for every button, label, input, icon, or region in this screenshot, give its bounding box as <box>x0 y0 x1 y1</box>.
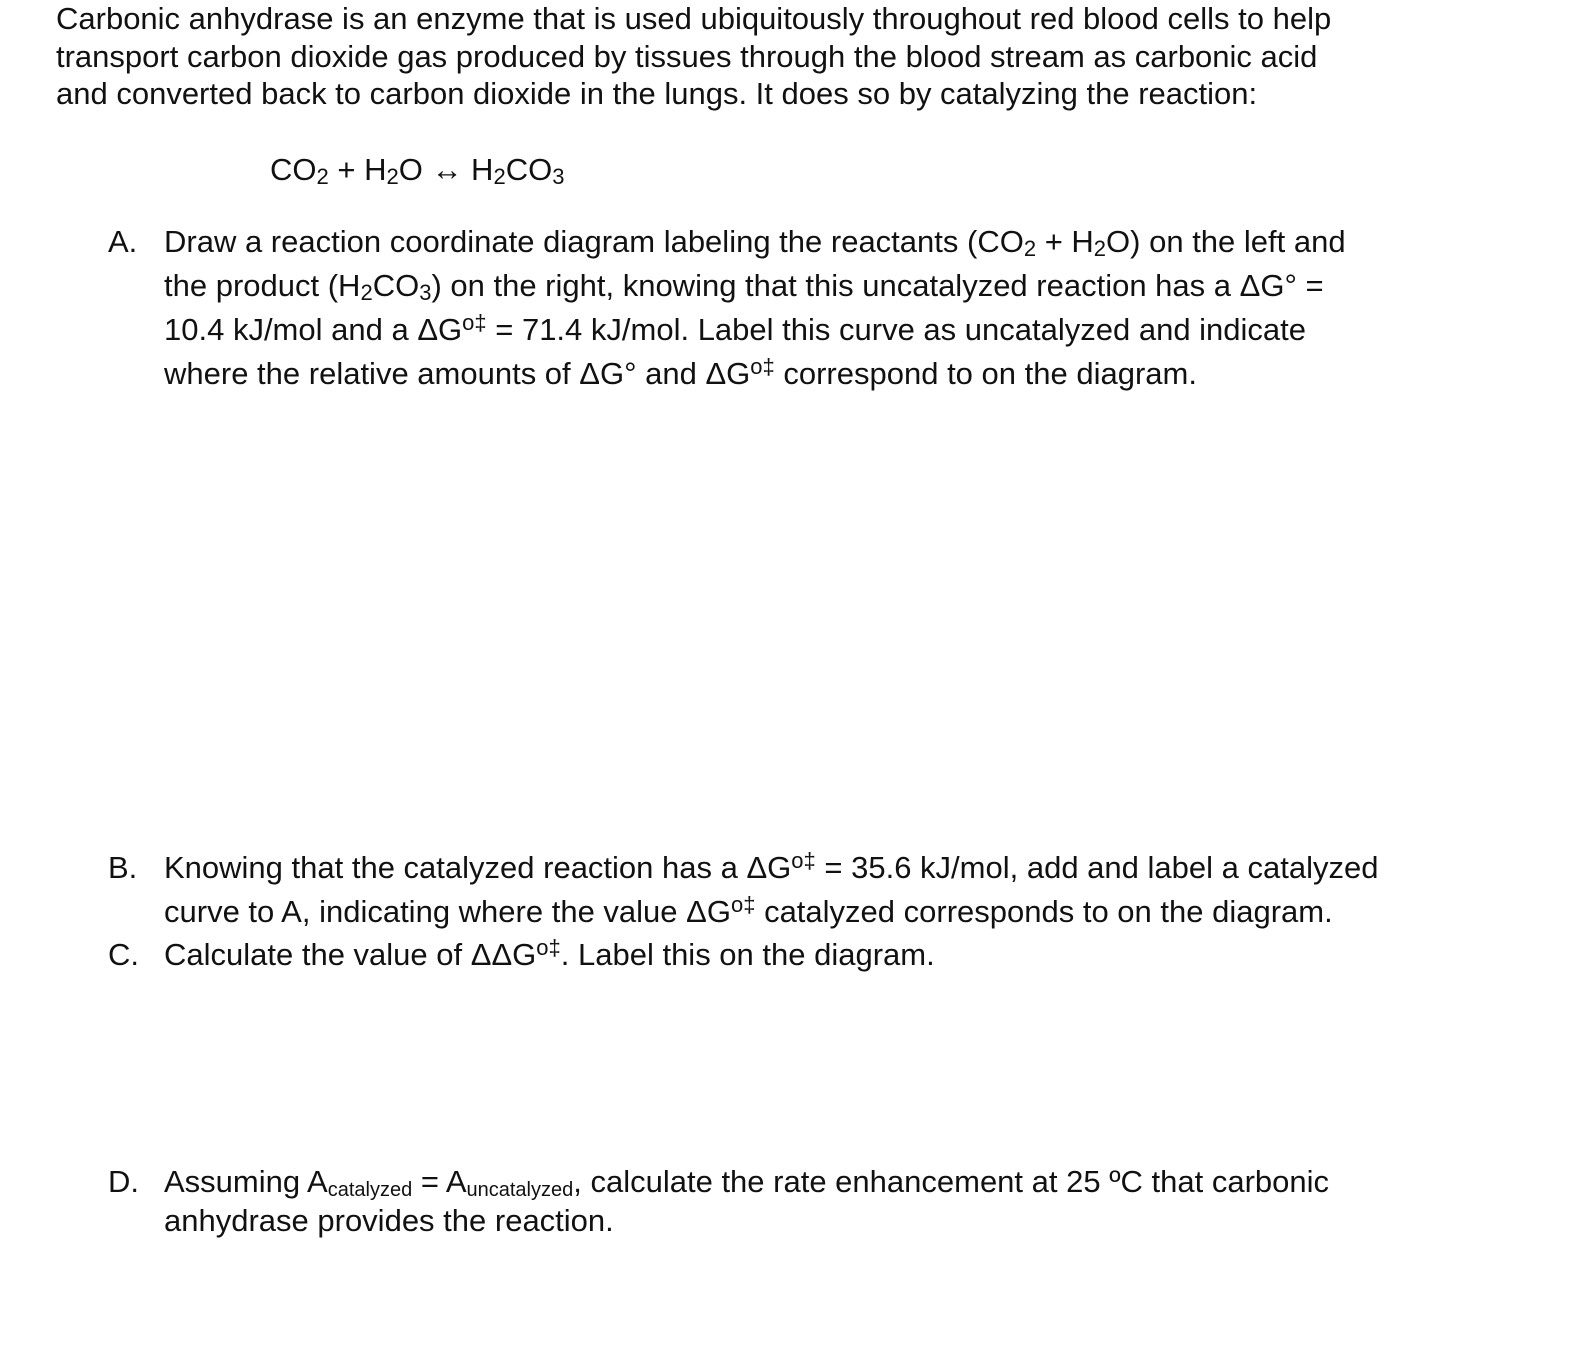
text-run: ) on the right, knowing that this uncatalyzed reaction has a ΔG° = <box>431 268 1324 303</box>
question-a-line-2 <box>164 268 1346 312</box>
question-c-text <box>164 937 935 981</box>
reaction-equation <box>270 152 564 188</box>
question-a-text <box>164 224 1346 400</box>
text-run: Calculate the value of ΔΔG <box>164 937 537 972</box>
eq-co2-text: CO <box>270 152 317 187</box>
text-run: where the relative amounts of ΔG° and ΔG <box>164 356 751 391</box>
question-d-line-1 <box>164 1164 1329 1203</box>
intro-line-3: and converted back to carbon dioxide in the lungs. It does so by catalyzing the reaction: <box>56 76 1258 111</box>
superscript: o‡ <box>791 848 816 873</box>
text-run: Draw a reaction coordinate diagram labeling the reactants (CO <box>164 224 1024 259</box>
eq-o-arrow-h: O ↔ H <box>398 152 494 187</box>
question-a-line-4 <box>164 356 1346 400</box>
eq-subscript: 3 <box>552 164 565 189</box>
intro-line-1: Carbonic anhydrase is an enzyme that is used ubiquitously throughout red blood cells to help <box>56 1 1332 36</box>
eq-subscript: 2 <box>316 164 329 189</box>
subscript: 3 <box>419 280 432 305</box>
question-d-text <box>164 1164 1329 1242</box>
text-run: + H <box>1036 224 1094 259</box>
question-b-letter: B. <box>108 850 138 885</box>
text-run: the product (H <box>164 268 361 303</box>
answer-space-c <box>56 990 1496 1150</box>
subscript: catalyzed <box>327 1179 413 1201</box>
question-d-line-2: anhydrase provides the reaction. <box>164 1203 614 1238</box>
text-run: . Label this on the diagram. <box>560 937 935 972</box>
question-a-line-1 <box>164 224 1346 268</box>
superscript: o‡ <box>730 892 756 917</box>
question-c-line-1 <box>164 937 935 981</box>
superscript: o‡ <box>536 935 561 960</box>
intro-paragraph <box>56 0 1496 113</box>
subscript: uncatalyzed <box>466 1179 574 1201</box>
eq-subscript: 2 <box>386 164 399 189</box>
question-a-letter: A. <box>108 224 138 259</box>
text-run: , calculate the rate enhancement at 25 ºC that carbonic <box>573 1164 1330 1199</box>
subscript: 2 <box>360 280 373 305</box>
text-run: Knowing that the catalyzed reaction has a ΔG <box>164 850 792 885</box>
text-run: = 71.4 kJ/mol. Label this curve as uncatalyzed and indicate <box>486 312 1307 347</box>
text-run: = 35.6 kJ/mol, add and label a catalyzed <box>815 850 1379 885</box>
text-run: curve to A, indicating where the value ΔG <box>164 894 731 929</box>
subscript: 2 <box>1093 236 1107 261</box>
question-a-line-3 <box>164 312 1346 356</box>
question-b-text <box>164 850 1378 938</box>
eq-co3-text: CO <box>505 152 553 187</box>
text-run: = A <box>412 1164 467 1199</box>
superscript: o‡ <box>462 310 487 335</box>
text-run: correspond to on the diagram. <box>774 356 1197 391</box>
question-c-letter: C. <box>108 937 139 972</box>
superscript: o‡ <box>750 354 775 379</box>
text-run: catalyzed corresponds to on the diagram. <box>755 894 1333 929</box>
eq-subscript: 2 <box>493 164 506 189</box>
text-run: 10.4 kJ/mol and a ΔG <box>164 312 463 347</box>
text-run: Assuming A <box>164 1164 328 1199</box>
text-run: O) on the left and <box>1106 224 1346 259</box>
eq-plus-h: + H <box>328 152 387 187</box>
question-b-line-1 <box>164 850 1378 894</box>
answer-space-a <box>56 410 1496 840</box>
question-b-line-2 <box>164 894 1378 938</box>
question-d-letter: D. <box>108 1164 139 1199</box>
subscript: 2 <box>1023 236 1037 261</box>
intro-line-2: transport carbon dioxide gas produced by tissues through the blood stream as carbonic acid <box>56 38 1318 74</box>
text-run: CO <box>372 268 420 303</box>
